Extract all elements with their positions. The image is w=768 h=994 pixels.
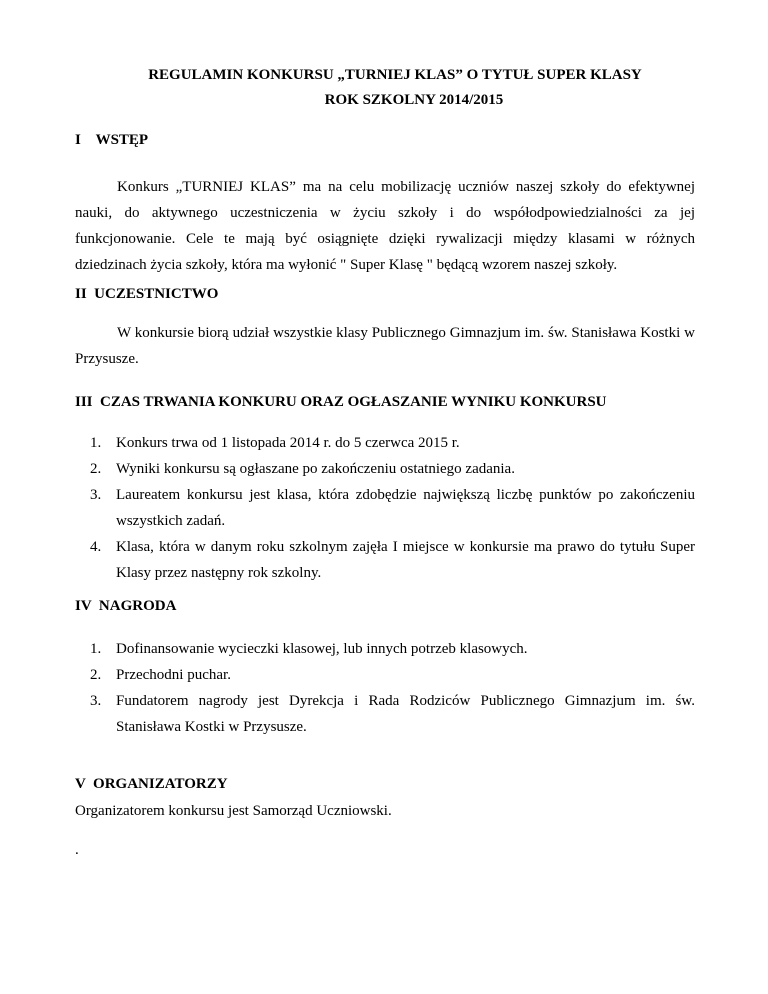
list-item: 2. Wyniki konkursu są ogłaszane po zakończeniu ostatniego zadania. [90,461,515,477]
prize-list [90,636,695,740]
list-item: 4. Klasa, która w danym roku szkolnym zajęła I miejsce w konkursie ma prawo do tytułu Super Klasy przez następny rok szkolny. [90,539,695,581]
list-item: 2. Przechodni puchar. [90,667,231,683]
section-heading-prize: IV NAGRODA [75,598,177,614]
trailing-mark: . [75,842,79,858]
section-heading-intro: I WSTĘP [75,132,149,148]
duration-list [90,430,695,586]
participation-paragraph: W konkursie biorą udział wszystkie klasy Publicznego Gimnazjum im. św. Stanisława Kostki w Przysusze. [75,325,695,367]
organizers-paragraph: Organizatorem konkursu jest Samorząd Uczniowski. [75,803,392,819]
section-heading-organizers: V ORGANIZATORZY [75,776,228,792]
intro-paragraph: Konkurs „TURNIEJ KLAS” ma na celu mobilizację uczniów naszej szkoły do efektywnej nauki, do aktywnego uczestniczenia w życiu szkoły i do współodpowiedzialności za jej funkcjonowanie. Cele te mają być osiągnięte dzięki rywalizacji między klasami w różnych dziedzinach życia szkoły, która ma wyłonić " Super Klasę " będącą wzorem naszej szkoły. [75,179,695,273]
section-heading-duration: III CZAS TRWANIA KONKURU ORAZ OGŁASZANIE WYNIKU KONKURSU [75,394,607,410]
list-item: 1. Dofinansowanie wycieczki klasowej, lub innych potrzeb klasowych. [90,641,528,657]
document-title: REGULAMIN KONKURSU „TURNIEJ KLAS” O TYTUŁ SUPER KLASY [148,67,642,83]
list-item: 1. Konkurs trwa od 1 listopada 2014 r. do 5 czerwca 2015 r. [90,435,460,451]
list-item: 3. Fundatorem nagrody jest Dyrekcja i Rada Rodziców Publicznego Gimnazjum im. św. Stanisława Kostki w Przysusze. [90,693,695,735]
school-year: ROK SZKOLNY 2014/2015 [324,92,504,108]
section-heading-participation: II UCZESTNICTWO [75,286,219,302]
list-item: 3. Laureatem konkursu jest klasa, która zdobędzie największą liczbę punktów po zakończeniu wszystkich zadań. [90,487,695,529]
